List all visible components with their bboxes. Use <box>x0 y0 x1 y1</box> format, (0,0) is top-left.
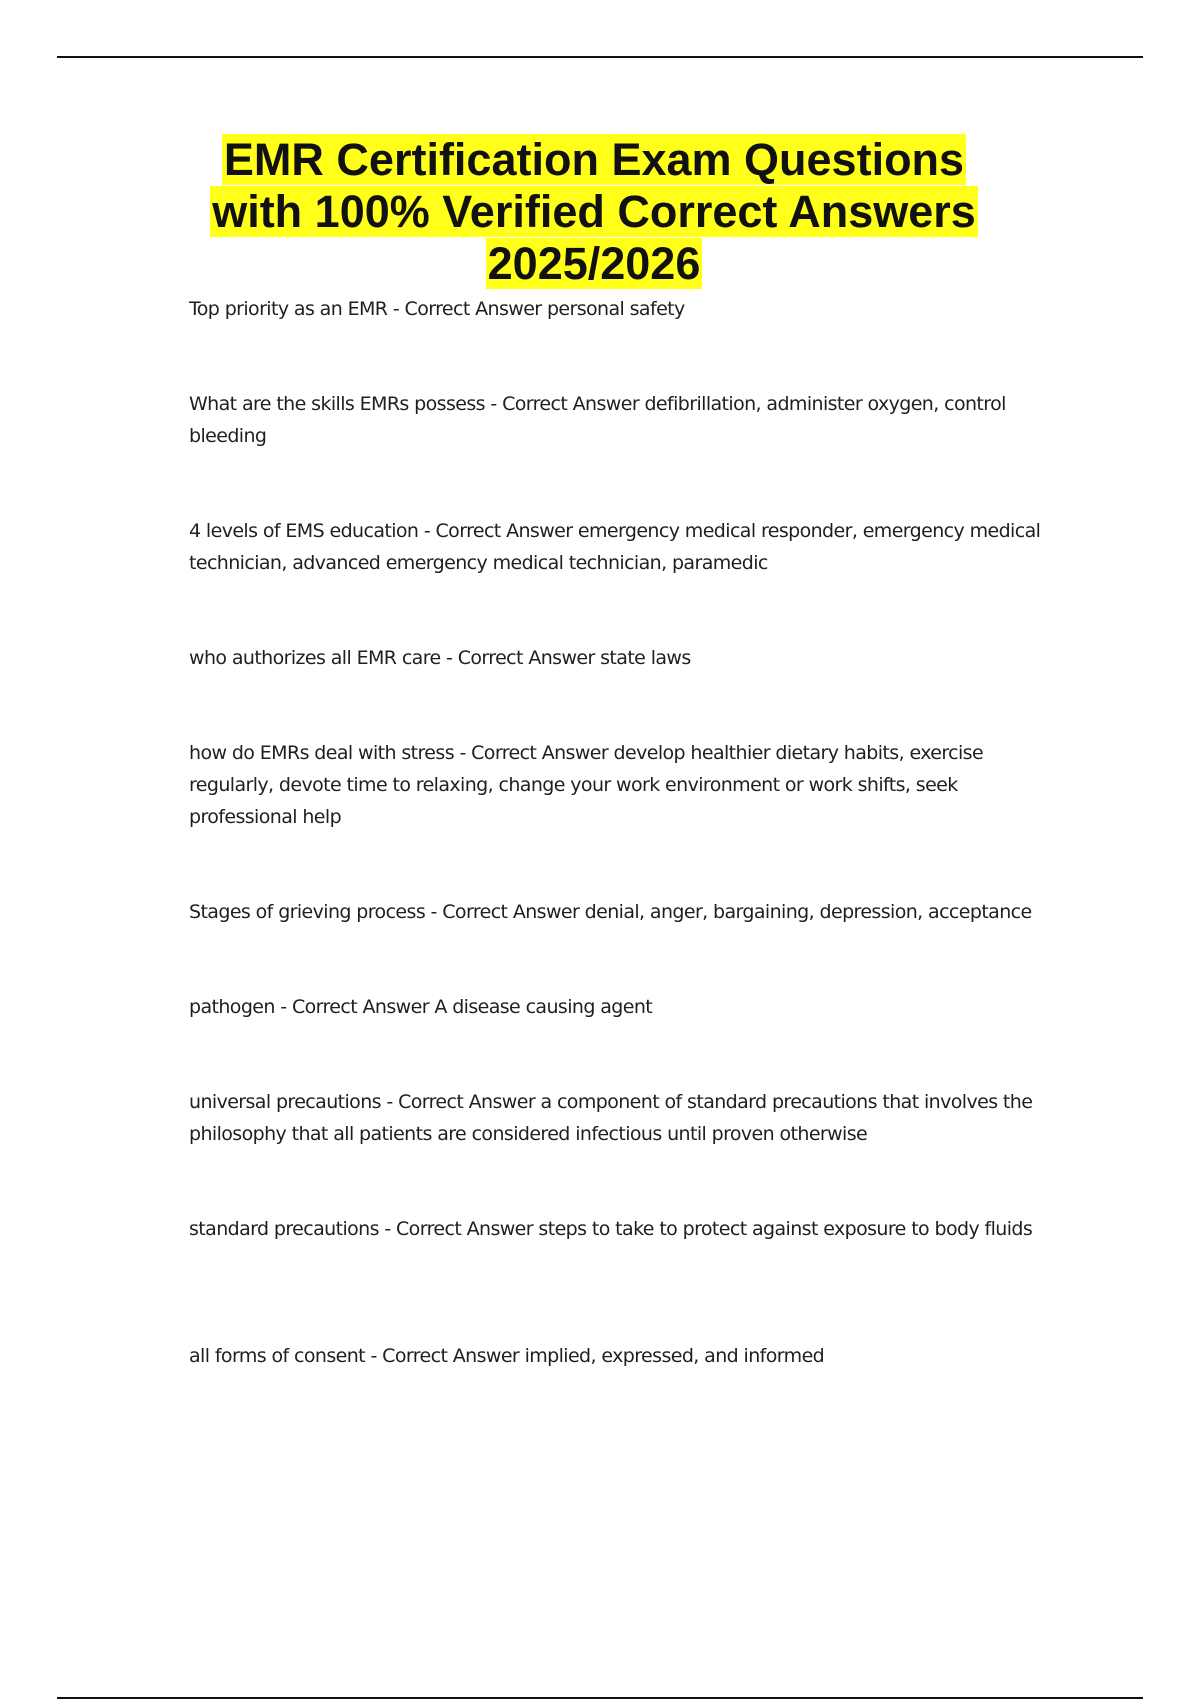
document-title <box>0 134 1188 290</box>
qa-item-ems-levels: 4 levels of EMS education - Correct Answer emergency medical responder, emergency medical technician, advanced emergency medical technician, paramedic <box>189 520 1041 574</box>
qa-item-stress: how do EMRs deal with stress - Correct Answer develop healthier dietary habits, exercise regularly, devote time to relaxing, change your work environment or work shifts, seek professional help <box>189 742 984 828</box>
qa-item-standard-precautions: standard precautions - Correct Answer steps to take to protect against exposure to body fluids <box>189 1218 1033 1240</box>
qa-item-universal-precautions: universal precautions - Correct Answer a component of standard precautions that involves the philosophy that all patients are considered infectious until proven otherwise <box>189 1091 1033 1145</box>
title-line-1: EMR Certification Exam Questions <box>223 134 965 185</box>
bottom-rule <box>57 1697 1143 1699</box>
top-rule <box>57 56 1143 58</box>
qa-item-grieving-stages: Stages of grieving process - Correct Answer denial, anger, bargaining, depression, acceptance <box>189 901 1032 923</box>
title-line-3: 2025/2026 <box>487 238 701 289</box>
qa-item-emr-skills: What are the skills EMRs possess - Correct Answer defibrillation, administer oxygen, control bleeding <box>189 393 1006 447</box>
qa-item-pathogen: pathogen - Correct Answer A disease causing agent <box>189 996 653 1018</box>
qa-item-consent: all forms of consent - Correct Answer implied, expressed, and informed <box>189 1345 825 1367</box>
title-line-2: with 100% Verified Correct Answers <box>212 186 976 237</box>
qa-item-top-priority: Top priority as an EMR - Correct Answer personal safety <box>189 298 685 320</box>
qa-item-authorizes-care: who authorizes all EMR care - Correct Answer state laws <box>189 647 691 669</box>
